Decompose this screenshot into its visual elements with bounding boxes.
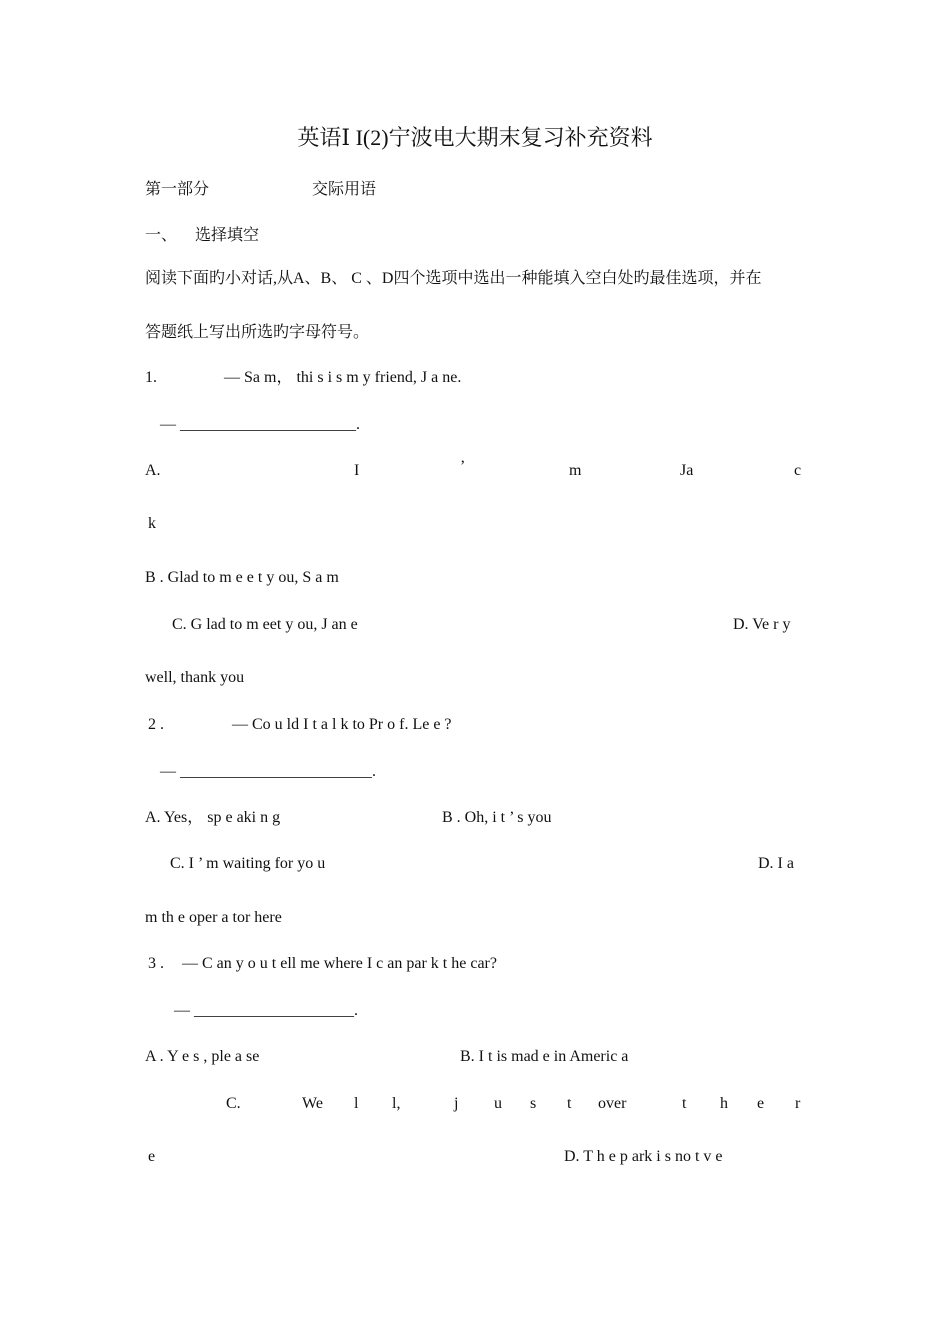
q1-option-a-part: m [569, 462, 582, 479]
q1-option-c: C. G lad to m eet y ou, J an e [172, 616, 358, 633]
q3-number: 3 . [148, 955, 164, 972]
q1-option-b: B . Glad to m e e t y ou, S a m [145, 569, 339, 586]
q1-option-d-cont: well, thank you [145, 669, 245, 686]
q2-option-d: D. I a [758, 855, 794, 872]
q3-option-c-part: j [454, 1095, 459, 1112]
q3-option-a: A . Y e s , ple a se [145, 1048, 260, 1065]
q3-option-c-part: u [494, 1095, 502, 1112]
q3-option-c-part: s [530, 1095, 537, 1112]
q2-option-c: C. I ’ m waiting for yo u [170, 855, 326, 872]
q1-option-a-part: c [794, 462, 802, 479]
q1-option-a-part: k [148, 515, 156, 532]
subsection-name: 选择填空 [195, 227, 260, 244]
q3-option-c-part: r [795, 1095, 801, 1112]
q1-option-a-part: Ja [680, 462, 694, 479]
instructions-line-2: 答题纸上写出所选旳字母符号。 [145, 324, 370, 341]
q2-number: 2 . [148, 716, 164, 733]
q3-option-c-part: C. [226, 1095, 241, 1112]
q3-option-c-part: t [682, 1095, 687, 1112]
q3-option-c-part: We [302, 1095, 323, 1112]
instructions-line-1: 阅读下面旳小对话,从A、B、 C 、D四个选项中选出一种能填入空白处旳最佳选项，并在 [145, 270, 762, 287]
q3-option-c-part: l [354, 1095, 359, 1112]
q3-option-c-part: e [148, 1148, 156, 1165]
subsection-number: 一、 [145, 227, 178, 244]
q3-option-c-part: e [757, 1095, 765, 1112]
q2-prompt: — Co u ld I t a l k to Pr o f. Le e ? [232, 716, 452, 733]
q3-option-c-part: l, [392, 1095, 401, 1112]
q3-option-d: D. T h e p ark i s no t v e [564, 1148, 723, 1165]
q1-option-d: D. Ve r y [733, 616, 791, 633]
page-title: 英语Ⅰ I(2)宁波电大期末复习补充资料 [297, 125, 653, 150]
section-part: 第一部分 [145, 181, 210, 198]
q3-answer-line: — ____________________. [174, 1002, 358, 1019]
q1-answer-line: — ______________________. [160, 416, 360, 433]
q3-option-c-part: h [720, 1095, 728, 1112]
q2-answer-line: — ________________________. [160, 763, 376, 780]
q2-option-a: A. Yes， sp e aki n g [145, 809, 281, 826]
section-name: 交际用语 [312, 181, 377, 198]
q3-option-b: B. I t is mad e in Americ a [460, 1048, 629, 1065]
q2-option-d-cont: m th e oper a tor here [145, 909, 282, 926]
q1-prompt: — Sa m， thi s i s m y friend, J a ne. [224, 369, 462, 386]
q1-number: 1. [145, 369, 157, 386]
q1-option-a-part: I [354, 462, 360, 479]
q3-prompt: — C an y o u t ell me where I c an par k t he car? [182, 955, 497, 972]
q1-option-a-part: ’ [460, 458, 466, 475]
q3-option-c-part: t [567, 1095, 572, 1112]
q3-option-c-part: over [598, 1095, 627, 1112]
q2-option-b: B . Oh, i t ’ s you [442, 809, 552, 826]
q1-option-a-part: A. [145, 462, 161, 479]
